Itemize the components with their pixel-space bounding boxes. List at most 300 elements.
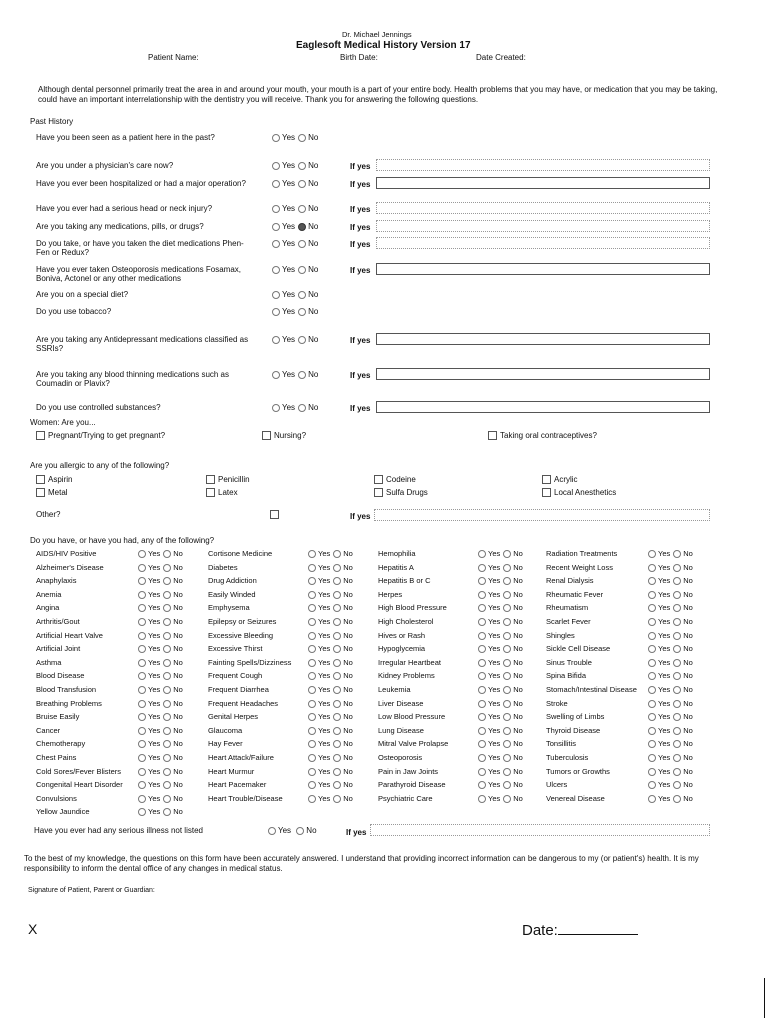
condition-yes-no[interactable]: [138, 576, 183, 585]
no-radio[interactable]: [163, 686, 171, 694]
condition-yes-no[interactable]: [138, 739, 183, 748]
yes-radio[interactable]: [272, 336, 280, 344]
no-radio[interactable]: [333, 795, 341, 803]
yes-radio[interactable]: [308, 768, 316, 776]
yes-radio[interactable]: [648, 591, 656, 599]
no-radio[interactable]: [503, 632, 511, 640]
condition-yes-no[interactable]: [308, 753, 353, 762]
no-radio[interactable]: [333, 632, 341, 640]
condition-yes-no[interactable]: [138, 617, 183, 626]
yes-radio[interactable]: [478, 781, 486, 789]
allergy-option[interactable]: [542, 488, 616, 497]
condition-yes-no[interactable]: [648, 617, 693, 626]
question-yes-no[interactable]: [272, 290, 318, 299]
yes-radio[interactable]: [648, 768, 656, 776]
allergy-option[interactable]: [206, 475, 250, 484]
allergy-option[interactable]: [206, 488, 238, 497]
condition-yes-no[interactable]: [138, 603, 183, 612]
question-yes-no[interactable]: [272, 239, 318, 248]
condition-yes-no[interactable]: [138, 590, 183, 599]
condition-yes-no[interactable]: [138, 807, 183, 816]
yes-radio[interactable]: [648, 604, 656, 612]
no-radio[interactable]: [673, 672, 681, 680]
women-contraceptives[interactable]: [488, 431, 597, 440]
condition-yes-no[interactable]: [308, 726, 353, 735]
no-radio[interactable]: [503, 768, 511, 776]
allergy-checkbox[interactable]: [542, 488, 551, 497]
yes-radio[interactable]: [272, 134, 280, 142]
yes-radio[interactable]: [138, 645, 146, 653]
no-radio[interactable]: [163, 604, 171, 612]
no-radio[interactable]: [333, 740, 341, 748]
yes-radio[interactable]: [272, 291, 280, 299]
condition-yes-no[interactable]: [308, 671, 353, 680]
no-radio[interactable]: [503, 686, 511, 694]
condition-yes-no[interactable]: [478, 644, 523, 653]
no-radio[interactable]: [673, 564, 681, 572]
yes-radio[interactable]: [648, 672, 656, 680]
condition-yes-no[interactable]: [308, 739, 353, 748]
no-radio[interactable]: [163, 781, 171, 789]
yes-radio[interactable]: [478, 754, 486, 762]
women-pregnant[interactable]: [36, 431, 165, 440]
condition-yes-no[interactable]: [478, 563, 523, 572]
yes-radio[interactable]: [308, 604, 316, 612]
yes-radio[interactable]: [308, 618, 316, 626]
condition-yes-no[interactable]: [478, 712, 523, 721]
no-radio[interactable]: [333, 618, 341, 626]
yes-radio[interactable]: [272, 371, 280, 379]
other-checkbox-wrap[interactable]: [270, 510, 282, 519]
yes-radio[interactable]: [648, 632, 656, 640]
condition-yes-no[interactable]: [308, 603, 353, 612]
condition-yes-no[interactable]: [648, 603, 693, 612]
yes-radio[interactable]: [138, 577, 146, 585]
yes-radio[interactable]: [308, 577, 316, 585]
condition-yes-no[interactable]: [648, 712, 693, 721]
yes-radio[interactable]: [478, 645, 486, 653]
if-yes-field[interactable]: [376, 401, 710, 413]
question-yes-no[interactable]: [272, 222, 318, 231]
condition-yes-no[interactable]: [308, 794, 353, 803]
no-radio[interactable]: [333, 727, 341, 735]
no-radio[interactable]: [673, 604, 681, 612]
yes-radio[interactable]: [138, 700, 146, 708]
no-radio[interactable]: [673, 781, 681, 789]
yes-radio[interactable]: [138, 604, 146, 612]
yes-radio[interactable]: [272, 180, 280, 188]
yes-radio[interactable]: [308, 686, 316, 694]
yes-radio[interactable]: [138, 727, 146, 735]
yes-radio[interactable]: [478, 795, 486, 803]
yes-radio[interactable]: [272, 240, 280, 248]
condition-yes-no[interactable]: [138, 549, 183, 558]
no-radio[interactable]: [163, 659, 171, 667]
yes-radio[interactable]: [138, 618, 146, 626]
condition-yes-no[interactable]: [308, 644, 353, 653]
if-yes-field[interactable]: [376, 220, 710, 232]
condition-yes-no[interactable]: [648, 753, 693, 762]
yes-radio[interactable]: [138, 550, 146, 558]
no-radio[interactable]: [503, 672, 511, 680]
no-radio[interactable]: [163, 632, 171, 640]
if-yes-field[interactable]: [376, 177, 710, 189]
yes-radio[interactable]: [478, 686, 486, 694]
condition-yes-no[interactable]: [648, 767, 693, 776]
no-radio[interactable]: [333, 564, 341, 572]
condition-yes-no[interactable]: [648, 631, 693, 640]
condition-yes-no[interactable]: [308, 576, 353, 585]
condition-yes-no[interactable]: [308, 767, 353, 776]
condition-yes-no[interactable]: [648, 658, 693, 667]
question-yes-no[interactable]: [272, 403, 318, 412]
yes-radio[interactable]: [648, 727, 656, 735]
yes-radio[interactable]: [648, 795, 656, 803]
condition-yes-no[interactable]: [138, 767, 183, 776]
no-radio[interactable]: [163, 700, 171, 708]
if-yes-field[interactable]: [376, 202, 710, 214]
date-field[interactable]: [522, 922, 638, 939]
no-radio[interactable]: [673, 713, 681, 721]
no-radio[interactable]: [503, 700, 511, 708]
yes-radio[interactable]: [308, 795, 316, 803]
no-radio[interactable]: [503, 713, 511, 721]
condition-yes-no[interactable]: [138, 671, 183, 680]
condition-yes-no[interactable]: [138, 712, 183, 721]
allergy-option[interactable]: [36, 488, 68, 497]
yes-radio[interactable]: [648, 686, 656, 694]
condition-yes-no[interactable]: [648, 726, 693, 735]
question-yes-no[interactable]: [272, 204, 318, 213]
question-yes-no[interactable]: [272, 179, 318, 188]
yes-radio[interactable]: [478, 550, 486, 558]
condition-yes-no[interactable]: [308, 563, 353, 572]
yes-radio[interactable]: [478, 700, 486, 708]
no-radio[interactable]: [333, 672, 341, 680]
serious-illness-no-radio[interactable]: [296, 827, 304, 835]
condition-yes-no[interactable]: [138, 658, 183, 667]
yes-radio[interactable]: [648, 618, 656, 626]
no-radio[interactable]: [503, 659, 511, 667]
allergy-option[interactable]: [542, 475, 578, 484]
yes-radio[interactable]: [648, 645, 656, 653]
yes-radio[interactable]: [648, 740, 656, 748]
nursing-checkbox[interactable]: [262, 431, 271, 440]
no-radio[interactable]: [333, 686, 341, 694]
serious-illness-if-yes-field[interactable]: [370, 824, 710, 836]
no-radio[interactable]: [673, 700, 681, 708]
no-radio[interactable]: [503, 781, 511, 789]
no-radio[interactable]: [298, 223, 306, 231]
yes-radio[interactable]: [138, 591, 146, 599]
serious-illness-yes-no[interactable]: [268, 826, 317, 835]
condition-yes-no[interactable]: [648, 644, 693, 653]
yes-radio[interactable]: [272, 162, 280, 170]
yes-radio[interactable]: [272, 266, 280, 274]
condition-yes-no[interactable]: [308, 699, 353, 708]
no-radio[interactable]: [163, 795, 171, 803]
no-radio[interactable]: [298, 308, 306, 316]
yes-radio[interactable]: [138, 686, 146, 694]
condition-yes-no[interactable]: [308, 712, 353, 721]
no-radio[interactable]: [298, 180, 306, 188]
no-radio[interactable]: [503, 727, 511, 735]
condition-yes-no[interactable]: [478, 739, 523, 748]
no-radio[interactable]: [673, 686, 681, 694]
yes-radio[interactable]: [478, 591, 486, 599]
no-radio[interactable]: [673, 632, 681, 640]
condition-yes-no[interactable]: [138, 644, 183, 653]
yes-radio[interactable]: [478, 632, 486, 640]
no-radio[interactable]: [163, 727, 171, 735]
condition-yes-no[interactable]: [308, 590, 353, 599]
no-radio[interactable]: [163, 740, 171, 748]
yes-radio[interactable]: [272, 308, 280, 316]
condition-yes-no[interactable]: [138, 685, 183, 694]
serious-illness-yes-radio[interactable]: [268, 827, 276, 835]
yes-radio[interactable]: [138, 754, 146, 762]
no-radio[interactable]: [673, 645, 681, 653]
condition-yes-no[interactable]: [478, 603, 523, 612]
no-radio[interactable]: [333, 550, 341, 558]
pregnant-checkbox[interactable]: [36, 431, 45, 440]
yes-radio[interactable]: [308, 550, 316, 558]
no-radio[interactable]: [163, 577, 171, 585]
question-yes-no[interactable]: [272, 133, 318, 142]
yes-radio[interactable]: [648, 564, 656, 572]
yes-radio[interactable]: [138, 713, 146, 721]
yes-radio[interactable]: [478, 740, 486, 748]
condition-yes-no[interactable]: [478, 780, 523, 789]
no-radio[interactable]: [503, 795, 511, 803]
condition-yes-no[interactable]: [648, 563, 693, 572]
no-radio[interactable]: [163, 550, 171, 558]
yes-radio[interactable]: [308, 700, 316, 708]
yes-radio[interactable]: [138, 632, 146, 640]
no-radio[interactable]: [333, 713, 341, 721]
yes-radio[interactable]: [138, 781, 146, 789]
allergy-checkbox[interactable]: [206, 488, 215, 497]
no-radio[interactable]: [298, 205, 306, 213]
no-radio[interactable]: [673, 577, 681, 585]
no-radio[interactable]: [503, 564, 511, 572]
no-radio[interactable]: [333, 768, 341, 776]
if-yes-field[interactable]: [376, 333, 710, 345]
condition-yes-no[interactable]: [648, 699, 693, 708]
condition-yes-no[interactable]: [138, 563, 183, 572]
yes-radio[interactable]: [308, 727, 316, 735]
yes-radio[interactable]: [138, 564, 146, 572]
question-yes-no[interactable]: [272, 265, 318, 274]
yes-radio[interactable]: [478, 713, 486, 721]
yes-radio[interactable]: [648, 700, 656, 708]
yes-radio[interactable]: [308, 645, 316, 653]
yes-radio[interactable]: [138, 795, 146, 803]
yes-radio[interactable]: [478, 604, 486, 612]
no-radio[interactable]: [503, 645, 511, 653]
no-radio[interactable]: [163, 713, 171, 721]
yes-radio[interactable]: [272, 223, 280, 231]
condition-yes-no[interactable]: [648, 780, 693, 789]
if-yes-field[interactable]: [376, 159, 710, 171]
allergy-option[interactable]: [36, 475, 72, 484]
condition-yes-no[interactable]: [478, 767, 523, 776]
condition-yes-no[interactable]: [478, 726, 523, 735]
no-radio[interactable]: [298, 404, 306, 412]
condition-yes-no[interactable]: [478, 576, 523, 585]
condition-yes-no[interactable]: [478, 685, 523, 694]
no-radio[interactable]: [673, 618, 681, 626]
condition-yes-no[interactable]: [478, 671, 523, 680]
yes-radio[interactable]: [648, 781, 656, 789]
yes-radio[interactable]: [308, 740, 316, 748]
other-checkbox[interactable]: [270, 510, 279, 519]
allergy-option[interactable]: [374, 488, 428, 497]
no-radio[interactable]: [503, 550, 511, 558]
no-radio[interactable]: [673, 659, 681, 667]
yes-radio[interactable]: [478, 672, 486, 680]
no-radio[interactable]: [673, 768, 681, 776]
no-radio[interactable]: [333, 604, 341, 612]
condition-yes-no[interactable]: [308, 658, 353, 667]
yes-radio[interactable]: [138, 659, 146, 667]
no-radio[interactable]: [298, 162, 306, 170]
no-radio[interactable]: [333, 645, 341, 653]
no-radio[interactable]: [163, 564, 171, 572]
no-radio[interactable]: [163, 618, 171, 626]
no-radio[interactable]: [673, 740, 681, 748]
no-radio[interactable]: [163, 672, 171, 680]
no-radio[interactable]: [333, 659, 341, 667]
no-radio[interactable]: [333, 700, 341, 708]
yes-radio[interactable]: [648, 713, 656, 721]
condition-yes-no[interactable]: [138, 699, 183, 708]
condition-yes-no[interactable]: [478, 658, 523, 667]
condition-yes-no[interactable]: [648, 590, 693, 599]
question-yes-no[interactable]: [272, 370, 318, 379]
allergy-checkbox[interactable]: [36, 475, 45, 484]
condition-yes-no[interactable]: [648, 671, 693, 680]
no-radio[interactable]: [333, 577, 341, 585]
yes-radio[interactable]: [138, 672, 146, 680]
no-radio[interactable]: [298, 240, 306, 248]
yes-radio[interactable]: [308, 781, 316, 789]
condition-yes-no[interactable]: [648, 576, 693, 585]
condition-yes-no[interactable]: [308, 617, 353, 626]
no-radio[interactable]: [503, 740, 511, 748]
question-yes-no[interactable]: [272, 335, 318, 344]
no-radio[interactable]: [298, 266, 306, 274]
no-radio[interactable]: [298, 134, 306, 142]
condition-yes-no[interactable]: [648, 794, 693, 803]
condition-yes-no[interactable]: [648, 685, 693, 694]
no-radio[interactable]: [503, 604, 511, 612]
yes-radio[interactable]: [648, 659, 656, 667]
condition-yes-no[interactable]: [478, 590, 523, 599]
no-radio[interactable]: [503, 618, 511, 626]
no-radio[interactable]: [298, 291, 306, 299]
yes-radio[interactable]: [478, 577, 486, 585]
condition-yes-no[interactable]: [478, 753, 523, 762]
yes-radio[interactable]: [138, 808, 146, 816]
condition-yes-no[interactable]: [138, 726, 183, 735]
yes-radio[interactable]: [138, 740, 146, 748]
no-radio[interactable]: [298, 371, 306, 379]
question-yes-no[interactable]: [272, 307, 318, 316]
condition-yes-no[interactable]: [478, 699, 523, 708]
no-radio[interactable]: [503, 591, 511, 599]
no-radio[interactable]: [298, 336, 306, 344]
no-radio[interactable]: [333, 591, 341, 599]
yes-radio[interactable]: [478, 659, 486, 667]
yes-radio[interactable]: [478, 727, 486, 735]
yes-radio[interactable]: [648, 754, 656, 762]
yes-radio[interactable]: [272, 404, 280, 412]
no-radio[interactable]: [163, 808, 171, 816]
condition-yes-no[interactable]: [308, 549, 353, 558]
condition-yes-no[interactable]: [308, 780, 353, 789]
other-if-yes-field[interactable]: [374, 509, 710, 521]
allergy-checkbox[interactable]: [206, 475, 215, 484]
yes-radio[interactable]: [478, 768, 486, 776]
if-yes-field[interactable]: [376, 237, 710, 249]
women-nursing[interactable]: [262, 431, 306, 440]
condition-yes-no[interactable]: [478, 617, 523, 626]
yes-radio[interactable]: [308, 632, 316, 640]
no-radio[interactable]: [673, 727, 681, 735]
yes-radio[interactable]: [272, 205, 280, 213]
allergy-checkbox[interactable]: [374, 488, 383, 497]
condition-yes-no[interactable]: [308, 685, 353, 694]
allergy-checkbox[interactable]: [36, 488, 45, 497]
yes-radio[interactable]: [478, 564, 486, 572]
no-radio[interactable]: [163, 591, 171, 599]
no-radio[interactable]: [333, 781, 341, 789]
no-radio[interactable]: [163, 754, 171, 762]
condition-yes-no[interactable]: [138, 631, 183, 640]
if-yes-field[interactable]: [376, 263, 710, 275]
no-radio[interactable]: [673, 591, 681, 599]
no-radio[interactable]: [503, 754, 511, 762]
yes-radio[interactable]: [648, 577, 656, 585]
yes-radio[interactable]: [308, 754, 316, 762]
if-yes-field[interactable]: [376, 368, 710, 380]
no-radio[interactable]: [673, 795, 681, 803]
condition-yes-no[interactable]: [308, 631, 353, 640]
condition-yes-no[interactable]: [478, 794, 523, 803]
condition-yes-no[interactable]: [138, 794, 183, 803]
yes-radio[interactable]: [138, 768, 146, 776]
allergy-checkbox[interactable]: [374, 475, 383, 484]
allergy-checkbox[interactable]: [542, 475, 551, 484]
question-yes-no[interactable]: [272, 161, 318, 170]
condition-yes-no[interactable]: [138, 780, 183, 789]
yes-radio[interactable]: [308, 564, 316, 572]
no-radio[interactable]: [163, 768, 171, 776]
yes-radio[interactable]: [308, 659, 316, 667]
yes-radio[interactable]: [308, 713, 316, 721]
allergy-option[interactable]: [374, 475, 416, 484]
condition-yes-no[interactable]: [648, 549, 693, 558]
condition-yes-no[interactable]: [478, 631, 523, 640]
condition-yes-no[interactable]: [138, 753, 183, 762]
yes-radio[interactable]: [308, 672, 316, 680]
no-radio[interactable]: [333, 754, 341, 762]
yes-radio[interactable]: [478, 618, 486, 626]
no-radio[interactable]: [673, 754, 681, 762]
condition-yes-no[interactable]: [648, 739, 693, 748]
no-radio[interactable]: [163, 645, 171, 653]
